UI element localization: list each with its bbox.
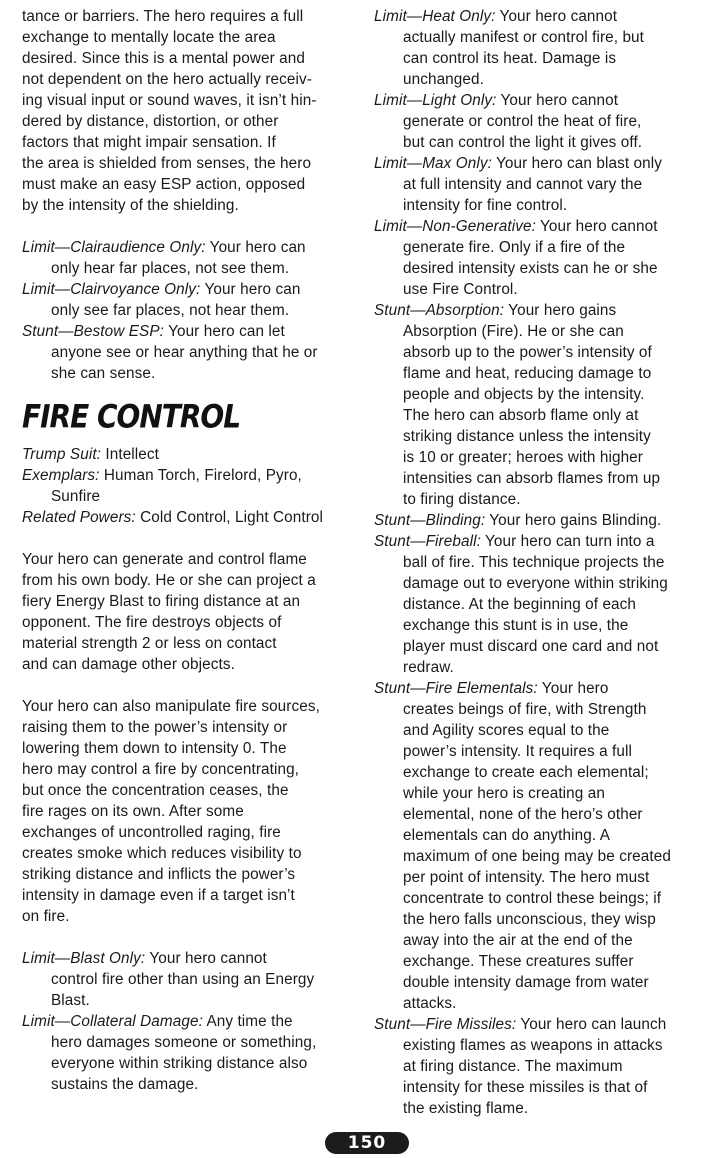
text-line: Your hero can also manipulate fire sources,: [22, 698, 320, 715]
text-line: double intensity damage from water: [403, 974, 649, 991]
entry-label: Trump Suit:: [22, 446, 102, 463]
section-heading: FIRE CONTROL: [22, 397, 241, 436]
text-line: the area is shielded from senses, the hero: [22, 155, 312, 172]
text-line: to firing distance.: [403, 491, 521, 508]
text-line: hero damages someone or something,: [51, 1034, 317, 1051]
text-line: on fire.: [22, 908, 70, 925]
entry: [374, 6, 704, 90]
text-line: raising them to the power’s intensity or: [22, 719, 288, 736]
entry-text: Your hero can let: [164, 323, 285, 340]
text-line: generate fire. Only if a fire of the: [403, 239, 626, 256]
entry-label: Limit—Clairaudience Only:: [22, 239, 206, 256]
text-line: [374, 510, 704, 531]
text-line: actually manifest or control fire, but: [403, 29, 645, 46]
entry: [374, 216, 704, 300]
text-line: people and objects by the intensity.: [403, 386, 645, 403]
text-line: use Fire Control.: [403, 281, 518, 298]
text-line: elemental, none of the hero’s other: [403, 806, 643, 823]
text-line: attacks.: [403, 995, 457, 1012]
entry: [374, 531, 704, 678]
entry: [374, 510, 704, 531]
text-line: [374, 531, 704, 552]
text-line: [22, 237, 357, 258]
entry-text: Your hero gains: [504, 302, 617, 319]
entry-text: Your hero cannot: [535, 218, 658, 235]
text-line: [22, 948, 357, 969]
entry-label: Limit—Clairvoyance Only:: [22, 281, 201, 298]
entry-label: Limit—Blast Only:: [22, 950, 146, 967]
entry-text: Your hero can launch: [516, 1016, 667, 1033]
entry-label: Exemplars:: [22, 467, 100, 484]
text-line: unchanged.: [403, 71, 484, 88]
text-line: only hear far places, not see them.: [51, 260, 290, 277]
text-line: [22, 279, 357, 300]
text-line: [374, 153, 704, 174]
page-number: 150: [325, 1132, 409, 1154]
entry-label: Related Powers:: [22, 509, 136, 526]
entry-text: Intellect: [101, 446, 159, 463]
entry-label: Stunt—Absorption:: [374, 302, 505, 319]
entry: [374, 678, 704, 1014]
text-line: and Agility scores equal to the: [403, 722, 610, 739]
text-line: desired. Since this is a mental power and: [22, 50, 305, 67]
spacer: [22, 528, 357, 549]
text-line: Sunfire: [51, 488, 101, 505]
text-line: is 10 or greater; heroes with higher: [403, 449, 643, 466]
text-line: fiery Energy Blast to firing distance at an: [22, 593, 301, 610]
entry-text: Your hero cannot: [495, 8, 618, 25]
text-line: lowering them down to intensity 0. The: [22, 740, 287, 757]
text-line: must make an easy ESP action, opposed: [22, 176, 306, 193]
entry-text: Your hero cannot: [145, 950, 267, 967]
text-line: anyone see or hear anything that he or: [51, 344, 318, 361]
spacer: [22, 927, 357, 948]
entry-label: Limit—Max Only:: [374, 155, 492, 172]
text-line: [374, 90, 704, 111]
text-line: [374, 1014, 704, 1035]
entry-label: Stunt—Fire Elementals:: [374, 680, 538, 697]
text-line: exchange. These creatures suffer: [403, 953, 634, 970]
text-line: flame and heat, reducing damage to: [403, 365, 652, 382]
text-line: Absorption (Fire). He or she can: [403, 323, 624, 340]
entry: [22, 279, 357, 321]
text-line: only see far places, not hear them.: [51, 302, 290, 319]
text-line: from his own body. He or she can project a: [22, 572, 316, 589]
text-line: elementals can do anything. A: [403, 827, 610, 844]
text-line: [22, 465, 357, 486]
text-line: power’s intensity. It requires a full: [403, 743, 633, 760]
text-line: control fire other than using an Energy: [51, 971, 315, 988]
text-line: intensity in damage even if a target isn’t: [22, 887, 295, 904]
text-line: striking distance and inflicts the power’s: [22, 866, 296, 883]
text-line: distance. At the beginning of each: [403, 596, 637, 613]
entry-text: Human Torch, Firelord, Pyro,: [99, 467, 302, 484]
text-line: intensities can absorb flames from up: [403, 470, 661, 487]
text-line: damage out to everyone within striking: [403, 575, 668, 592]
text-line: striking distance unless the intensity: [403, 428, 651, 445]
right-column: [374, 6, 704, 1119]
entry-text: Your hero: [537, 680, 609, 697]
text-line: opponent. The fire destroys objects of: [22, 614, 282, 631]
text-line: exchange to mentally locate the area: [22, 29, 276, 46]
text-line: maximum of one being may be created: [403, 848, 671, 865]
entry-label: Limit—Non-Generative:: [374, 218, 536, 235]
entry-label: Stunt—Bestow ESP:: [22, 323, 164, 340]
text-line: intensity for these missiles is that of: [403, 1079, 648, 1096]
text-line: [374, 678, 704, 699]
text-line: not dependent on the hero actually receiv-: [22, 71, 312, 88]
text-line: redraw.: [403, 659, 454, 676]
text-line: but once the concentration ceases, the: [22, 782, 289, 799]
spacer: [22, 675, 357, 696]
text-line: but can control the light it gives off.: [403, 134, 643, 151]
text-line: factors that might impair sensation. If: [22, 134, 276, 151]
entry: [374, 300, 704, 510]
text-line: exchanges of uncontrolled raging, fire: [22, 824, 281, 841]
text-line: at firing distance. The maximum: [403, 1058, 623, 1075]
entry-text: Any time the: [202, 1013, 293, 1030]
entry: [22, 507, 357, 528]
entry-label: Stunt—Fireball:: [374, 533, 481, 550]
entry: [374, 1014, 704, 1119]
text-line: Blast.: [51, 992, 90, 1009]
entry: [22, 237, 357, 279]
entry-label: Stunt—Fire Missiles:: [374, 1016, 517, 1033]
text-line: the hero falls unconscious, they wisp: [403, 911, 656, 928]
text-line: generate or control the heat of fire,: [403, 113, 642, 130]
text-line: [374, 216, 704, 237]
entry: [22, 1011, 357, 1095]
text-line: ball of fire. This technique projects the: [403, 554, 665, 571]
text-line: while your hero is creating an: [403, 785, 605, 802]
text-line: hero may control a fire by concentrating,: [22, 761, 300, 778]
text-line: at full intensity and cannot vary the: [403, 176, 643, 193]
text-line: creates beings of fire, with Strength: [403, 701, 647, 718]
text-line: by the intensity of the shielding.: [22, 197, 239, 214]
paragraph: [22, 696, 357, 927]
text-line: [374, 300, 704, 321]
left-column: [22, 6, 357, 1095]
text-line: absorb up to the power’s intensity of: [403, 344, 652, 361]
text-line: The hero can absorb flame only at: [403, 407, 639, 424]
entry: [22, 465, 357, 507]
entry: [22, 321, 357, 384]
entry: [374, 153, 704, 216]
text-line: exchange to create each elemental;: [403, 764, 649, 781]
text-line: ing visual input or sound waves, it isn’t hin-: [22, 92, 317, 109]
spacer: [22, 216, 357, 237]
entry: [22, 948, 357, 1011]
text-line: desired intensity exists can he or she: [403, 260, 658, 277]
text-line: exchange this stunt is in use, the: [403, 617, 629, 634]
text-line: concentrate to control these beings; if: [403, 890, 662, 907]
text-line: [22, 507, 357, 528]
text-line: [22, 321, 357, 342]
text-line: creates smoke which reduces visibility to: [22, 845, 302, 862]
entry: [374, 90, 704, 153]
text-line: can control its heat. Damage is: [403, 50, 617, 67]
paragraph: [22, 549, 357, 675]
entry-text: Your hero can turn into a: [480, 533, 655, 550]
entry-label: Stunt—Blinding:: [374, 512, 486, 529]
entry-text: Your hero can blast only: [491, 155, 662, 172]
text-line: existing flames as weapons in attacks: [403, 1037, 663, 1054]
entry-text: Cold Control, Light Control: [135, 509, 324, 526]
text-line: and can damage other objects.: [22, 656, 235, 673]
paragraph: [22, 6, 357, 216]
text-line: fire rages on its own. After some: [22, 803, 244, 820]
text-line: sustains the damage.: [51, 1076, 199, 1093]
text-line: she can sense.: [51, 365, 156, 382]
text-line: material strength 2 or less on contact: [22, 635, 277, 652]
text-line: tance or barriers. The hero requires a full: [22, 8, 304, 25]
entry-text: Your hero can: [200, 281, 301, 298]
entry-text: Your hero gains Blinding.: [485, 512, 662, 529]
text-line: the existing flame.: [403, 1100, 529, 1117]
entry-label: Limit—Heat Only:: [374, 8, 496, 25]
text-line: intensity for fine control.: [403, 197, 568, 214]
entry-text: Your hero can: [205, 239, 306, 256]
text-line: player must discard one card and not: [403, 638, 659, 655]
text-line: [22, 1011, 357, 1032]
entry-label: Limit—Collateral Damage:: [22, 1013, 203, 1030]
text-line: everyone within striking distance also: [51, 1055, 308, 1072]
text-line: dered by distance, distortion, or other: [22, 113, 279, 130]
text-line: per point of intensity. The hero must: [403, 869, 650, 886]
text-line: Your hero can generate and control flame: [22, 551, 307, 568]
entry-label: Limit—Light Only:: [374, 92, 497, 109]
text-line: away into the air at the end of the: [403, 932, 633, 949]
entry-text: Your hero cannot: [496, 92, 619, 109]
text-line: [374, 6, 704, 27]
